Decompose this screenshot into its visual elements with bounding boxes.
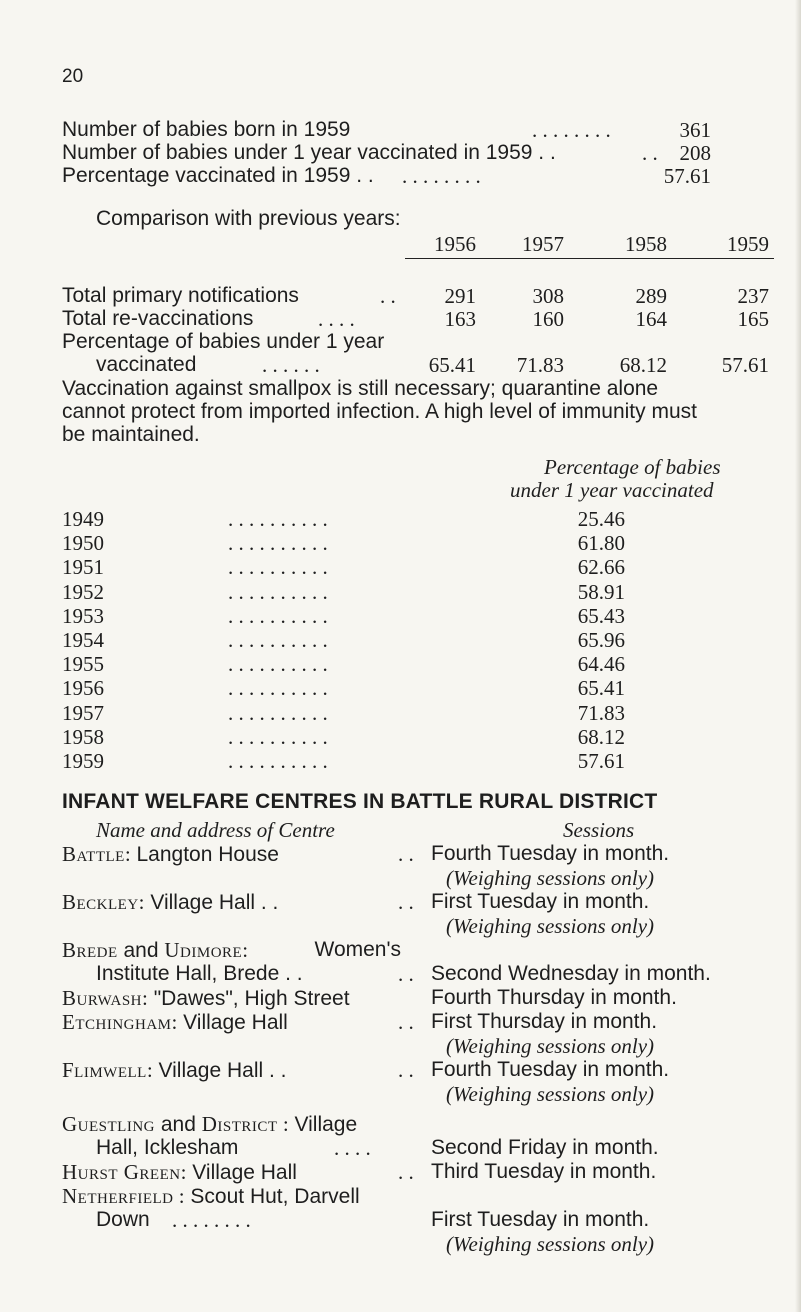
centre-name: Battle — [62, 842, 125, 866]
percentage-value: 57.61 — [577, 749, 625, 773]
leader-dots: . . . . . . . . . . — [228, 507, 328, 531]
summary-value: 57.61 — [663, 164, 711, 188]
page-edge-shadow — [795, 0, 801, 1312]
centre-sep: : — [138, 890, 145, 914]
leader-dots: . . — [398, 1160, 414, 1184]
leader-dots: . . . . — [318, 307, 355, 331]
row-label: Percentage of babies under 1 year — [62, 330, 385, 353]
table-cell: 160 — [532, 307, 564, 331]
session-text: Fourth Thursday in month. — [431, 986, 677, 1009]
leader-dots: . . . . . . . . . . — [228, 628, 328, 652]
leader-dots: . . . . . . — [262, 353, 320, 377]
year-label: 1955 — [62, 652, 104, 676]
year-label: 1951 — [62, 555, 104, 579]
table-cell: 237 — [737, 284, 769, 308]
centre-name: Burwash — [62, 986, 143, 1010]
leader-dots: . . — [380, 284, 396, 308]
year-label: 1950 — [62, 531, 104, 555]
centre-address: Village Hall — [186, 1161, 297, 1184]
summary-label: Percentage vaccinated in 1959 . . — [62, 164, 374, 187]
centre-sep: : — [142, 986, 148, 1010]
centre-address: Village Hall — [177, 1011, 288, 1034]
centre-name: Etchingham — [62, 1010, 172, 1034]
year-header: 1959 — [727, 232, 769, 256]
percentage-value: 65.43 — [577, 604, 625, 628]
summary-label: Number of babies under 1 year vaccinated in 1959 . . — [62, 141, 556, 164]
paragraph-line: cannot protect from imported infection. A high level of immunity must — [62, 400, 697, 423]
table-cell: 163 — [444, 307, 476, 331]
leader-dots: . . . . . . . . . . — [228, 749, 328, 773]
yearly-header: under 1 year vaccinated — [510, 478, 714, 502]
centre-name: Hurst Green — [62, 1160, 181, 1184]
session-note: (Weighing sessions only) — [446, 914, 655, 938]
session-text: Second Friday in month. — [431, 1136, 659, 1159]
centre-address: Women's — [314, 938, 401, 961]
centre-address-cont: Down — [96, 1208, 150, 1231]
leader-dots: . . — [398, 962, 414, 986]
centre-address: Village — [288, 1113, 358, 1136]
yearly-header: Percentage of babies — [544, 455, 721, 479]
centre-name-2: Udimore — [164, 938, 243, 962]
leader-dots: . . . . . . . . . . — [228, 531, 328, 555]
comparison-heading: Comparison with previous years: — [96, 207, 401, 230]
table-cell: 308 — [532, 284, 564, 308]
centre-and: and — [117, 939, 165, 962]
year-label: 1952 — [62, 580, 104, 604]
percentage-value: 68.12 — [577, 725, 625, 749]
table-rule — [405, 258, 774, 259]
centres-title: INFANT WELFARE CENTRES IN BATTLE RURAL DISTRICT — [62, 790, 658, 813]
year-header: 1957 — [522, 232, 564, 256]
year-label: 1949 — [62, 507, 104, 531]
centre-netherfield — [62, 1184, 360, 1209]
centre-address: Village Hall . . — [144, 891, 279, 914]
year-label: 1959 — [62, 749, 104, 773]
leader-dots: . . . . . . . . . . — [228, 580, 328, 604]
table-cell: 291 — [444, 284, 476, 308]
leader-dots: . . — [398, 890, 414, 914]
centre-name: Beckley — [62, 890, 139, 914]
year-label: 1958 — [62, 725, 104, 749]
session-text: Fourth Tuesday in month. — [431, 1058, 670, 1081]
centre-beckley — [62, 890, 278, 915]
summary-label: Number of babies born in 1959 — [62, 118, 351, 141]
year-label: 1953 — [62, 604, 104, 628]
percentage-value: 25.46 — [577, 507, 625, 531]
col-header-sessions: Sessions — [563, 818, 635, 842]
session-text: Third Tuesday in month. — [431, 1160, 657, 1183]
centre-sep: : — [242, 938, 249, 962]
table-cell: 165 — [737, 307, 769, 331]
leader-dots: . . . . . . . . — [532, 118, 611, 142]
summary-value: 361 — [679, 118, 711, 142]
centre-sep: : — [124, 842, 131, 866]
centre-flimwell — [62, 1058, 287, 1083]
year-label: 1954 — [62, 628, 104, 652]
percentage-value: 58.91 — [577, 580, 625, 604]
row-label-cont: vaccinated — [96, 353, 197, 376]
leader-dots: . . — [398, 1058, 414, 1082]
centre-sep: : — [180, 1160, 187, 1184]
centre-etchingham — [62, 1010, 288, 1035]
percentage-value: 61.80 — [577, 531, 625, 555]
percentage-value: 65.41 — [577, 676, 625, 700]
row-label: Total re-vaccinations — [62, 307, 254, 330]
centre-name-2: District — [201, 1112, 278, 1136]
session-text: First Tuesday in month. — [431, 1208, 650, 1231]
leader-dots: . . . . . . . . — [172, 1208, 251, 1232]
leader-dots: . . . . — [334, 1136, 371, 1160]
leader-dots: . . . . . . . . . . — [228, 604, 328, 628]
centre-and: and — [155, 1113, 202, 1136]
session-text: First Thursday in month. — [431, 1010, 658, 1033]
leader-dots: . . . . . . . . . . — [228, 701, 328, 725]
leader-dots: . . . . . . . . . . — [228, 555, 328, 579]
centre-hurst-green — [62, 1160, 297, 1185]
leader-dots: . . — [398, 842, 414, 866]
centre-battle — [62, 842, 279, 867]
centre-sep: : — [173, 1184, 185, 1208]
leader-dots: . . . . . . . . — [402, 164, 481, 188]
centre-brede-udimore — [62, 938, 248, 963]
row-label: Total primary notifications — [62, 284, 299, 307]
centre-name: Flimwell — [62, 1058, 147, 1082]
percentage-value: 64.46 — [577, 652, 625, 676]
centre-name: Brede — [62, 938, 118, 962]
session-note: (Weighing sessions only) — [446, 1034, 655, 1058]
centre-address: Village Hall . . — [152, 1059, 287, 1082]
centre-sep: : — [171, 1010, 178, 1034]
session-note: (Weighing sessions only) — [446, 866, 655, 890]
page-number: 20 — [62, 66, 84, 87]
percentage-value: 71.83 — [577, 701, 625, 725]
session-text: First Tuesday in month. — [431, 890, 650, 913]
leader-dots: . . — [642, 141, 658, 165]
year-header: 1958 — [625, 232, 667, 256]
centre-address: "Dawes", High Street — [147, 987, 350, 1010]
centre-sep: : — [277, 1112, 289, 1136]
centre-address: Scout Hut, Darvell — [184, 1185, 360, 1208]
year-label: 1957 — [62, 701, 104, 725]
table-cell: 164 — [635, 307, 667, 331]
table-cell: 65.41 — [428, 353, 476, 377]
table-cell: 289 — [635, 284, 667, 308]
centre-address-cont: Hall, Icklesham — [96, 1136, 239, 1159]
centre-name: Netherfield — [62, 1184, 174, 1208]
paragraph-line: Vaccination against smallpox is still necessary; quarantine alone — [62, 377, 659, 400]
centre-sep: : — [146, 1058, 153, 1082]
col-header-name: Name and address of Centre — [96, 818, 335, 842]
centre-name: Guestling — [62, 1112, 155, 1136]
leader-dots: . . — [398, 1010, 414, 1034]
session-note: (Weighing sessions only) — [446, 1232, 655, 1256]
year-label: 1956 — [62, 676, 104, 700]
centre-guestling — [62, 1112, 357, 1137]
year-header: 1956 — [434, 232, 476, 256]
percentage-value: 65.96 — [577, 628, 625, 652]
percentage-value: 62.66 — [577, 555, 625, 579]
leader-dots: . . . . . . . . . . — [228, 652, 328, 676]
table-cell: 71.83 — [516, 353, 564, 377]
centre-address-cont: Institute Hall, Brede . . — [96, 962, 303, 985]
leader-dots: . . . . . . . . . . — [228, 676, 328, 700]
leader-dots: . . . . . . . . . . — [228, 725, 328, 749]
table-cell: 68.12 — [619, 353, 667, 377]
summary-value: 208 — [679, 141, 711, 165]
centre-address: Langton House — [130, 843, 279, 866]
session-note: (Weighing sessions only) — [446, 1082, 655, 1106]
session-text: Fourth Tuesday in month. — [431, 842, 670, 865]
table-cell: 57.61 — [721, 353, 769, 377]
centre-burwash — [62, 986, 350, 1011]
session-text: Second Wednesday in month. — [431, 962, 711, 985]
paragraph-line: be maintained. — [62, 423, 200, 446]
